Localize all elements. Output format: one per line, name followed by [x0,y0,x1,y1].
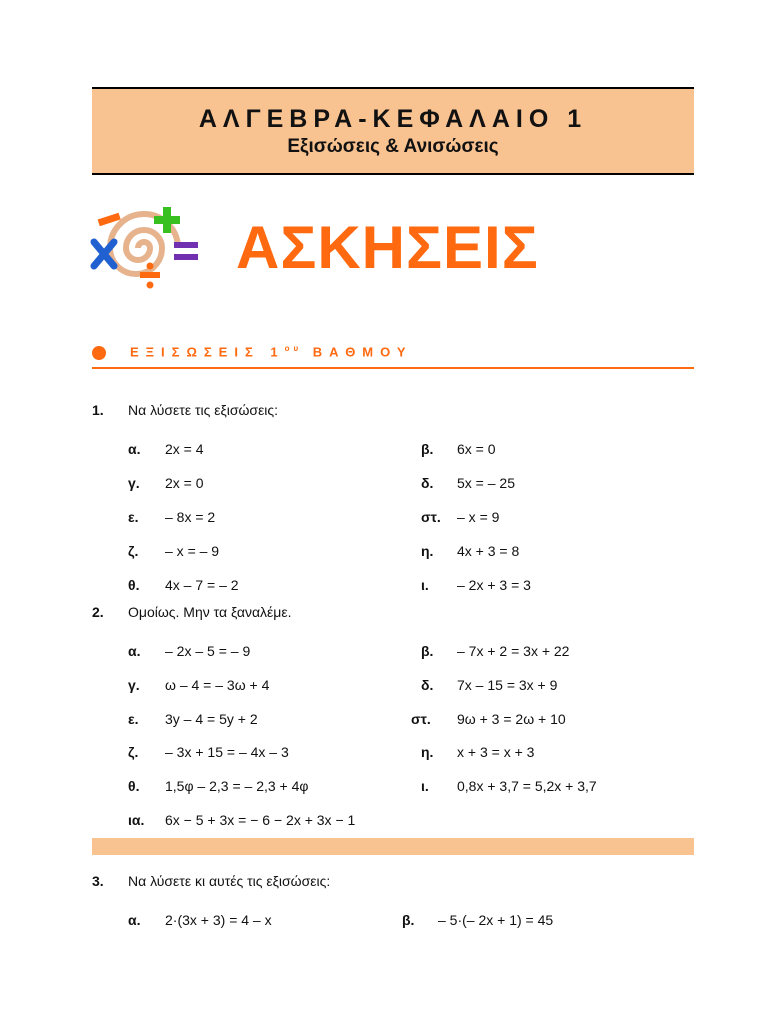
equation: ω – 4 = – 3ω + 4 [165,677,270,693]
section-title: ΕΞΙΣΩΣΕΙΣ $1^{o\upsilon}$ ΒΑΘΜΟΥ [130,344,413,360]
exercise-number: 1. [92,402,104,418]
equation: – x = – 9 [165,543,220,559]
header-title: ΑΛΓΕΒΡΑ-ΚΕΦΑΛΑΙΟ 1 [198,105,588,133]
exercises-title: ΑΣΚΗΣΕΙΣ [236,214,539,281]
equation: 4x – 7 = – 2 [165,577,239,593]
equation: 6x − 5 + 3x = − 6 − 2x + 3x − 1 [165,812,356,828]
equation: 4x + 3 = 8 [457,543,520,559]
item-label: η. [421,744,434,760]
equation: 6x = 0 [457,441,496,457]
item-label: ε. [128,509,139,525]
item-label: ε. [128,711,139,727]
equation: x + 3 = x + 3 [457,744,535,760]
item-label: α. [128,441,141,457]
section-heading [92,343,694,369]
equation: – x = 9 [457,509,500,525]
page-header [92,87,694,175]
bullet-icon [92,346,106,360]
equation: 7x – 15 = 3x + 9 [457,677,558,693]
item-label: α. [128,912,141,928]
item-label: η. [421,543,434,559]
separator-band [92,838,694,855]
equation: 2x = 0 [165,475,204,491]
equation: 2x = 4 [165,441,204,457]
item-label: γ. [128,475,140,491]
equation: 3y – 4 = 5y + 2 [165,711,258,727]
math-symbols-logo-icon [84,198,204,298]
equation: – 2x + 3 = 3 [457,577,531,593]
exercise-prompt: Ομοίως. Μην τα ξαναλέμε. [128,604,292,620]
equation: 2·(3x + 3) = 4 – x [165,912,272,928]
equation: – 3x + 15 = – 4x – 3 [165,744,289,760]
item-label: ζ. [128,744,139,760]
equation: – 8x = 2 [165,509,216,525]
item-label: θ. [128,577,140,593]
item-label: δ. [421,677,434,693]
exercise-prompt: Να λύσετε τις εξισώσεις: [128,402,279,418]
item-label: στ. [411,711,431,727]
exercise-number: 3. [92,873,104,889]
item-label: ζ. [128,543,139,559]
equation: 5x = – 25 [457,475,515,491]
equation: – 7x + 2 = 3x + 22 [457,643,570,659]
exercise-number: 2. [92,604,104,620]
equation: 9ω + 3 = 2ω + 10 [457,711,566,727]
equation: – 2x – 5 = – 9 [165,643,251,659]
item-label: β. [421,643,434,659]
item-label: ι. [421,577,429,593]
item-label: γ. [128,677,140,693]
equation: – 5·(– 2x + 1) = 45 [438,912,554,928]
item-label: β. [402,912,415,928]
exercise-prompt: Να λύσετε κι αυτές τις εξισώσεις: [128,873,331,889]
equation: 0,8x + 3,7 = 5,2x + 3,7 [457,778,597,794]
item-label: ια. [128,812,145,828]
item-label: α. [128,643,141,659]
item-label: ι. [421,778,429,794]
item-label: β. [421,441,434,457]
item-label: θ. [128,778,140,794]
equation: 1,5φ – 2,3 = – 2,3 + 4φ [165,778,309,794]
item-label: δ. [421,475,434,491]
item-label: στ. [421,509,441,525]
header-subtitle: Εξισώσεις & Ανισώσεις [287,136,499,157]
